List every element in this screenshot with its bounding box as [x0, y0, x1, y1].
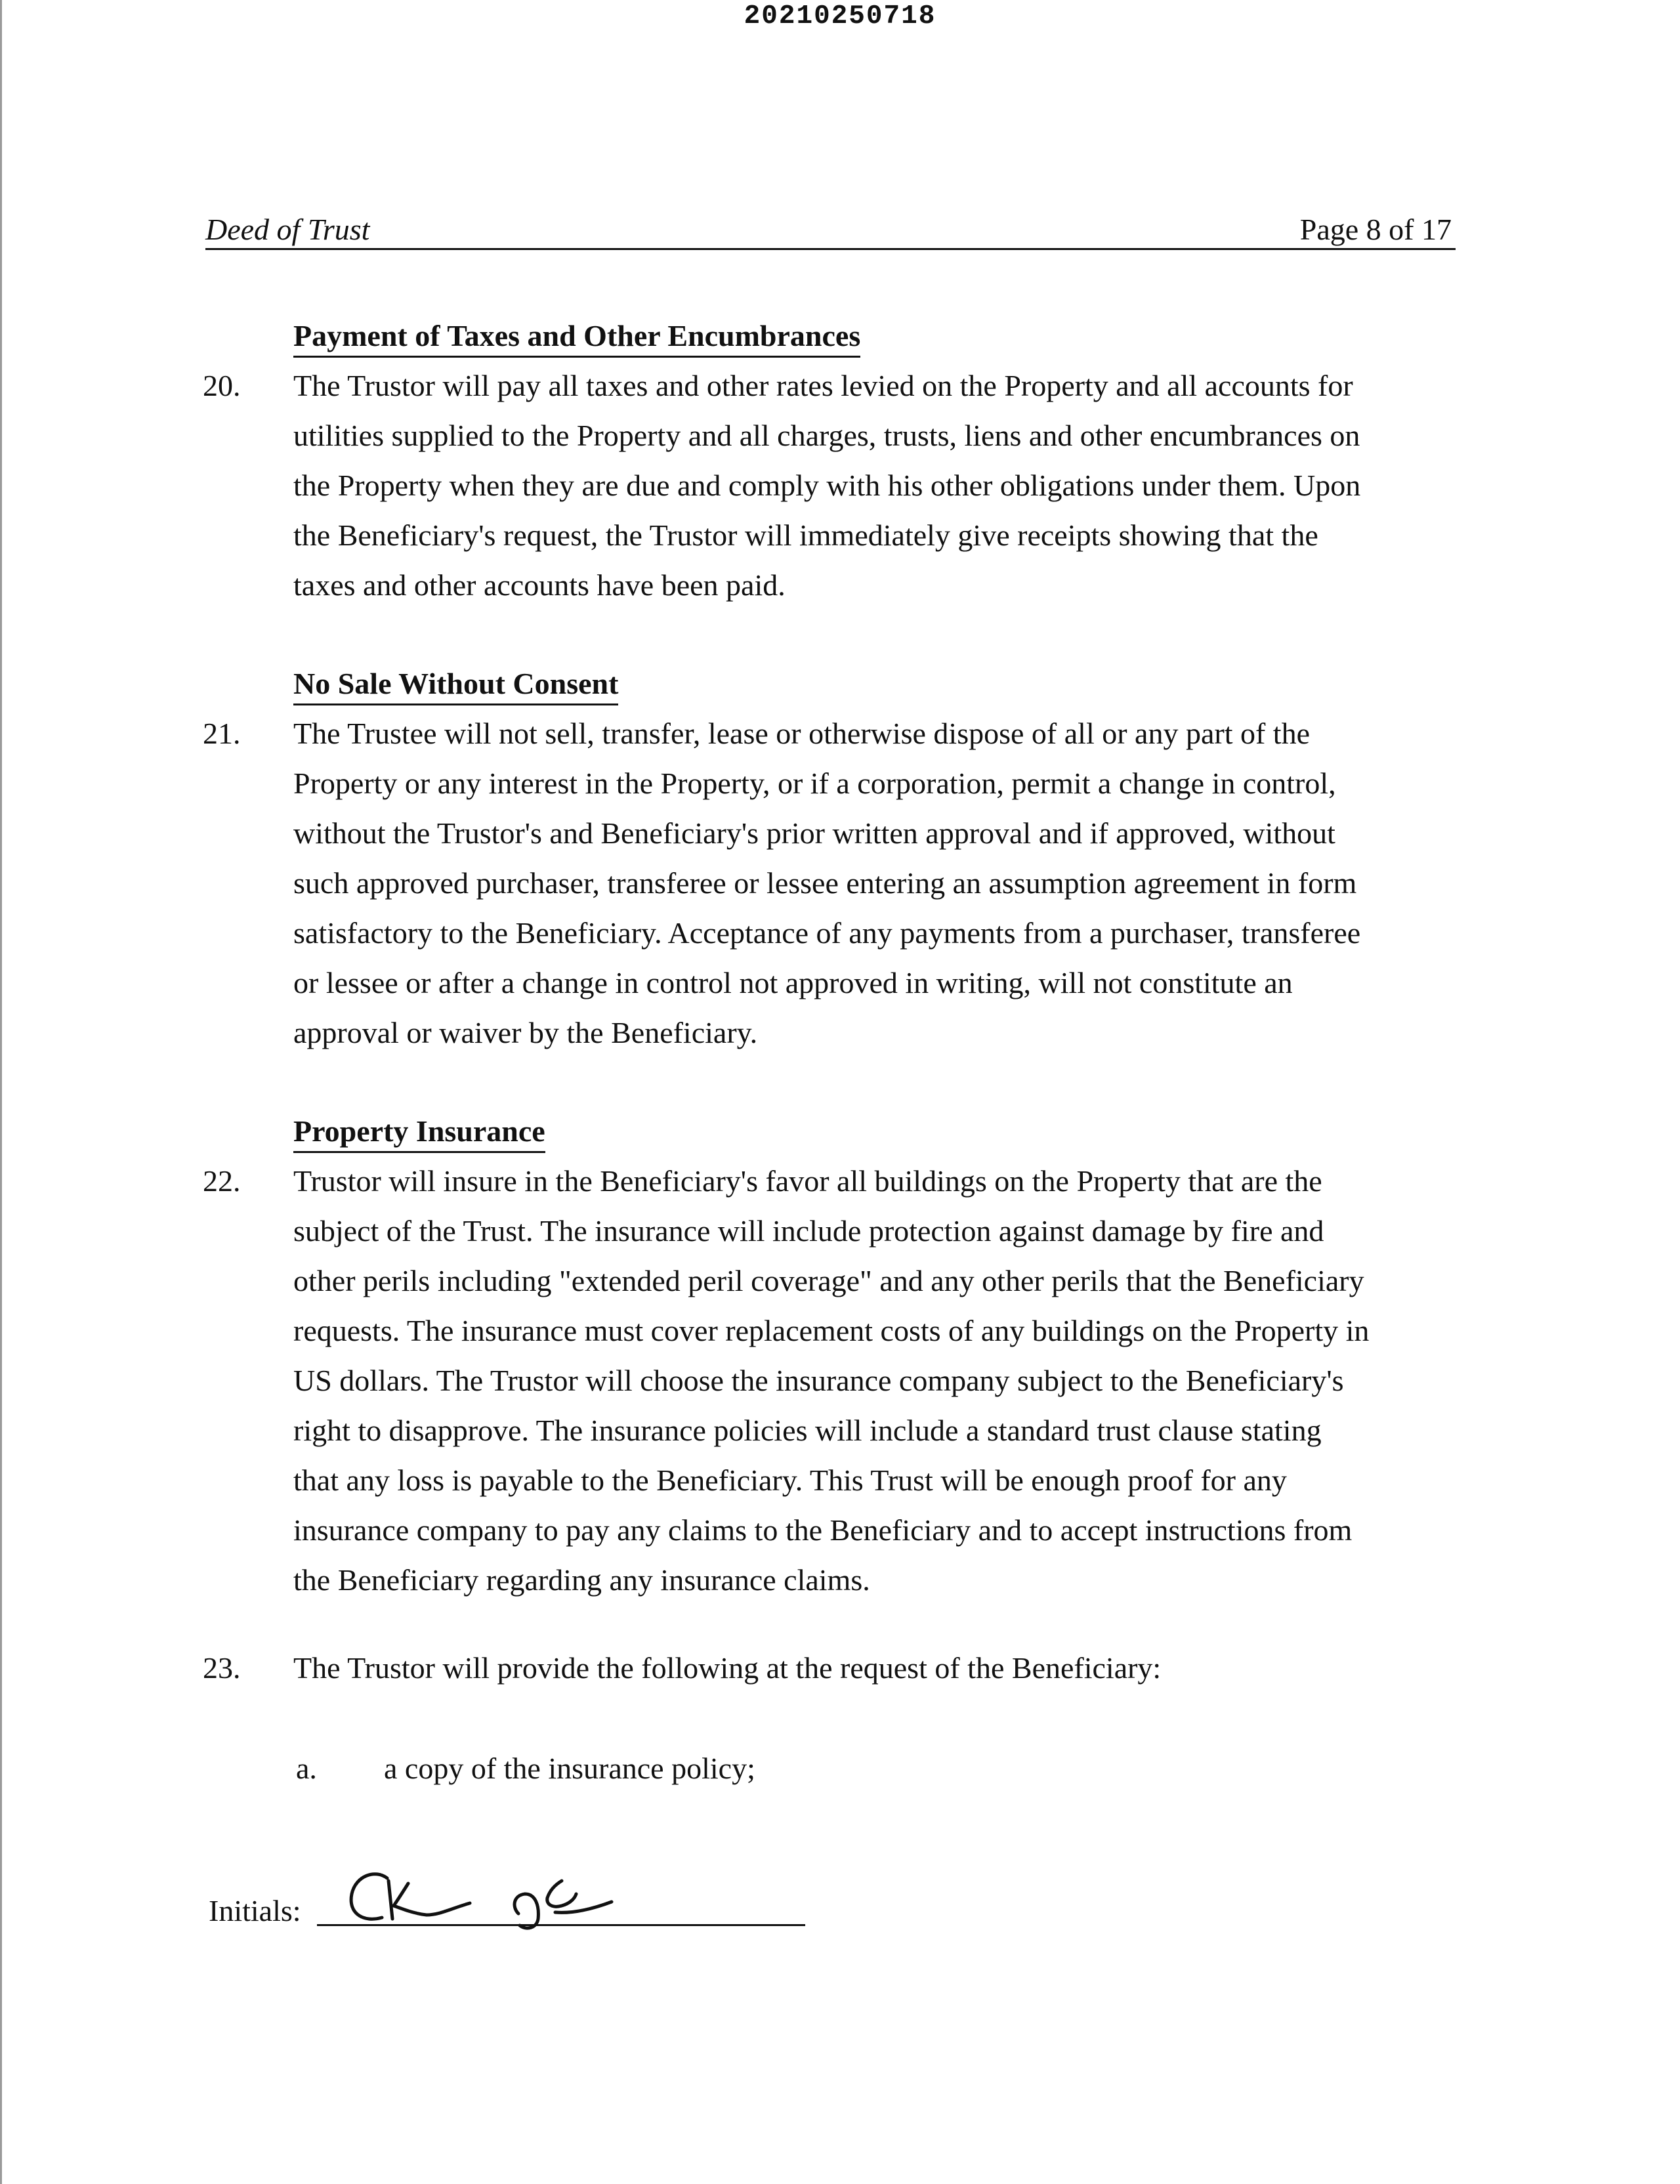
- paragraph-line: taxes and other accounts have been paid.: [293, 568, 786, 602]
- section-number: 20.: [203, 369, 241, 402]
- handwritten-initials: [341, 1851, 643, 1936]
- paragraph-line: US dollars. The Trustor will choose the insurance company subject to the Beneficiary's: [293, 1364, 1344, 1397]
- paragraph-line: utilities supplied to the Property and all charges, trusts, liens and other encumbrances on: [293, 419, 1360, 452]
- section-paragraph: [293, 709, 1468, 1058]
- section-number: 22.: [203, 1164, 241, 1198]
- paragraph-line: satisfactory to the Beneficiary. Acceptance of any payments from a purchaser, transferee: [293, 916, 1361, 950]
- paragraph-line: approval or waiver by the Beneficiary.: [293, 1016, 758, 1049]
- paragraph-line: that any loss is payable to the Beneficiary. This Trust will be enough proof for any: [293, 1463, 1287, 1497]
- list-item-letter: a.: [296, 1752, 317, 1785]
- paragraph-line: the Beneficiary's request, the Trustor will immediately give receipts showing that the: [293, 518, 1318, 552]
- paragraph-line: or lessee or after a change in control not approved in writing, will not constitute an: [293, 966, 1293, 999]
- paragraph-line: The Trustee will not sell, transfer, lease or otherwise dispose of all or any part of the: [293, 717, 1310, 750]
- paragraph-line: The Trustor will pay all taxes and other rates levied on the Property and all accounts for: [293, 369, 1353, 402]
- header-title: Deed of Trust: [205, 213, 370, 246]
- list-item-text: a copy of the insurance policy;: [384, 1752, 755, 1785]
- recording-number: 20210250718: [744, 1, 936, 32]
- paragraph-line: the Beneficiary regarding any insurance claims.: [293, 1563, 870, 1597]
- paragraph-line: insurance company to pay any claims to the Beneficiary and to accept instructions from: [293, 1513, 1353, 1547]
- section-paragraph: [293, 361, 1468, 610]
- paragraph-line: other perils including "extended peril coverage" and any other perils that the Beneficiary: [293, 1264, 1364, 1297]
- paragraph-line: requests. The insurance must cover replacement costs of any buildings on the Property in: [293, 1314, 1370, 1347]
- paragraph-line: The Trustor will provide the following at the request of the Beneficiary:: [293, 1651, 1162, 1685]
- page-number: Page 8 of 17: [1299, 213, 1452, 246]
- paragraph-line: such approved purchaser, transferee or lessee entering an assumption agreement in form: [293, 866, 1357, 900]
- paragraph-line: the Property when they are due and comply with his other obligations under them. Upon: [293, 469, 1361, 502]
- paragraph-line: subject of the Trust. The insurance will include protection against damage by fire and: [293, 1214, 1324, 1248]
- paragraph-line: right to disapprove. The insurance policies will include a standard trust clause stating: [293, 1414, 1322, 1447]
- section-paragraph: [293, 1643, 1468, 1693]
- section-number: 21.: [203, 717, 241, 750]
- paragraph-line: Trustor will insure in the Beneficiary's favor all buildings on the Property that are the: [293, 1164, 1322, 1198]
- scan-edge: [0, 0, 2, 2184]
- paragraph-line: without the Trustor's and Beneficiary's prior written approval and if approved, without: [293, 816, 1335, 850]
- initials-label: Initials:: [209, 1894, 301, 1927]
- section-heading: Payment of Taxes and Other Encumbrances: [293, 316, 860, 358]
- section-heading: No Sale Without Consent: [293, 664, 618, 705]
- section-number: 23.: [203, 1651, 241, 1685]
- running-header: [205, 209, 1456, 250]
- paragraph-line: Property or any interest in the Property, or if a corporation, permit a change in control,: [293, 766, 1336, 800]
- section-paragraph: [293, 1156, 1468, 1605]
- section-heading: Property Insurance: [293, 1112, 545, 1153]
